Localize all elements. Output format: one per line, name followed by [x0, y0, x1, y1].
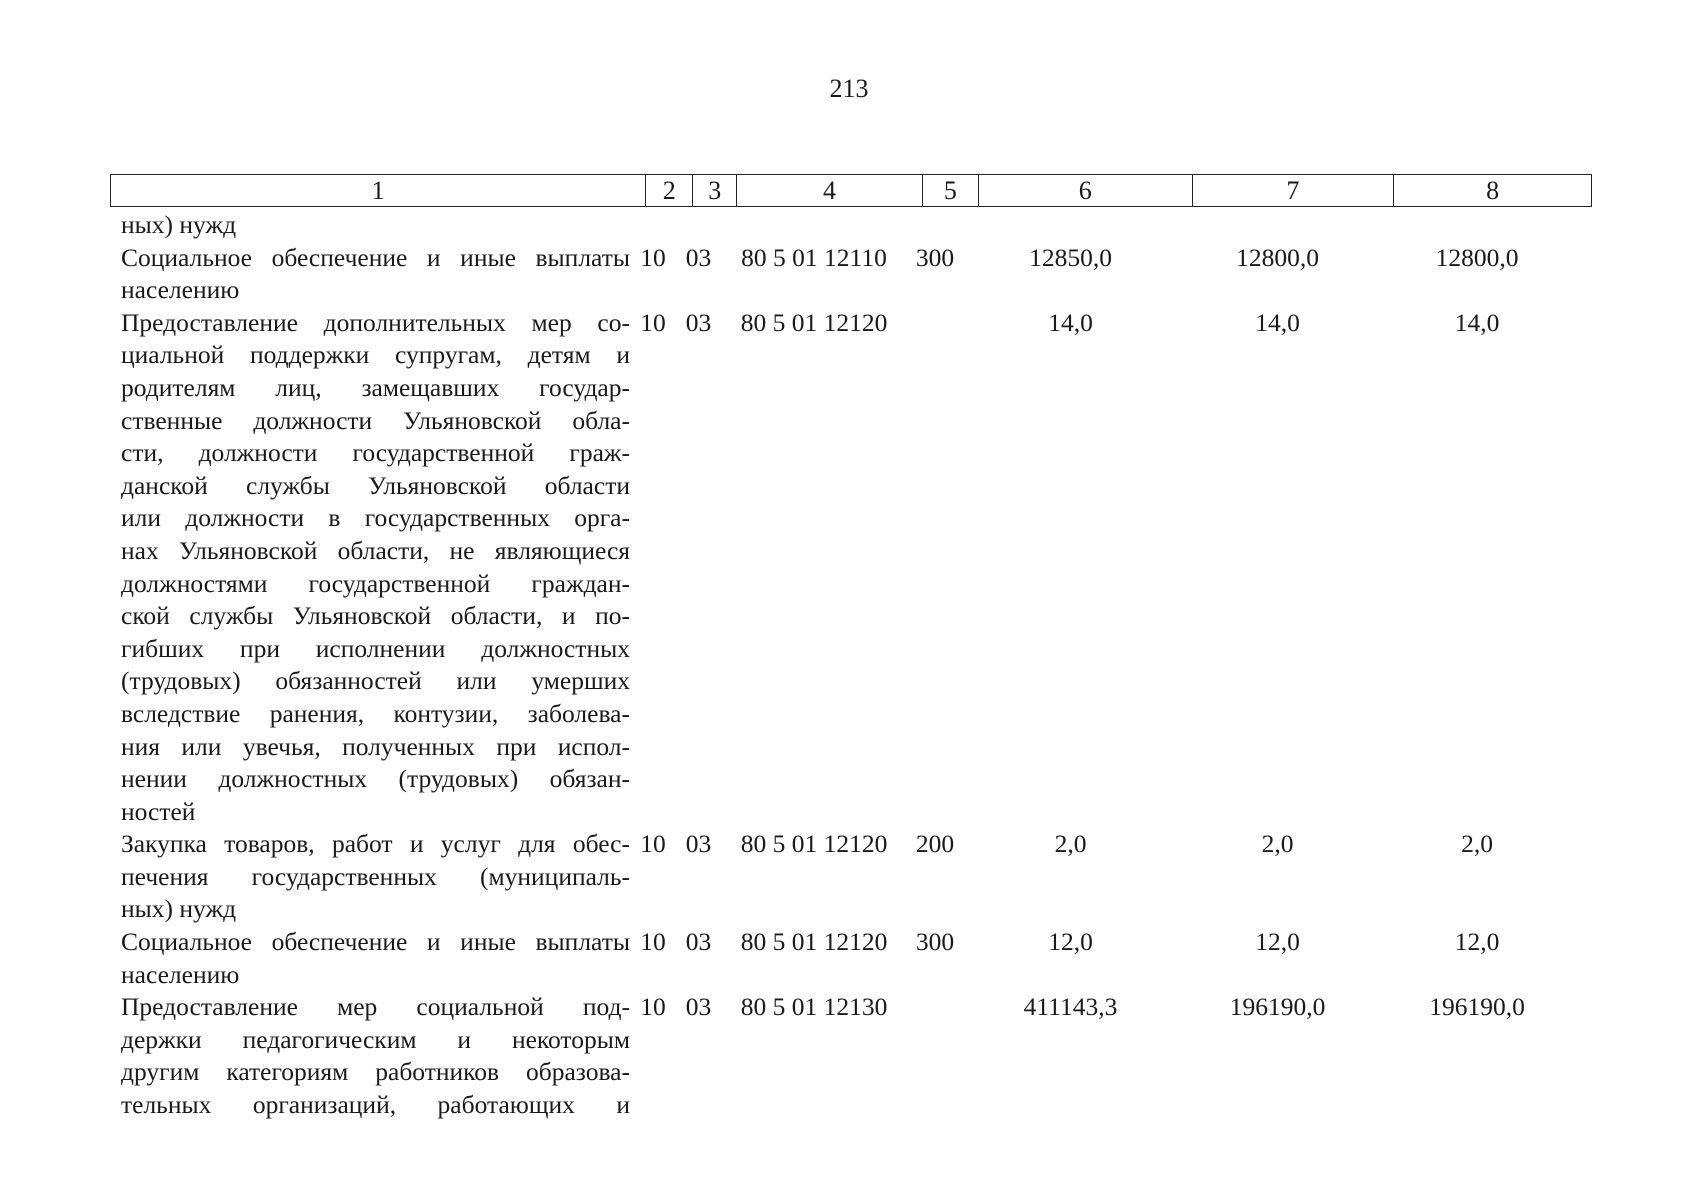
amount-year3-cell: [1377, 209, 1577, 242]
description-line: Социальное обеспечение и иные выплаты: [121, 927, 630, 957]
amount-year3-cell: 12800,0: [1435, 242, 1519, 272]
description-line: родителям лиц, замещавших государ-: [121, 372, 630, 402]
description-line: Предоставление мер социальной под-: [121, 992, 630, 1022]
header-cell-8: 8: [1393, 175, 1591, 206]
expense-type-cell: [907, 209, 963, 242]
expense-type-cell: 300: [915, 927, 955, 957]
amount-year3-cell: 12,0: [1454, 927, 1500, 957]
section-cell: 10: [640, 992, 666, 1022]
target-article-cell: 80 5 01 12110: [741, 242, 887, 272]
header-cell-2: 2: [645, 175, 692, 206]
amount-year2-cell: 12800,0: [1236, 242, 1319, 272]
description-line: ных) нужд: [121, 210, 237, 239]
description-line: печения государственных (муниципаль-: [121, 861, 630, 891]
description-line: другим категориям работников образова-: [121, 1057, 630, 1087]
expense-type-cell: 200: [915, 829, 955, 859]
target-article-cell: 80 5 01 12120: [740, 829, 888, 859]
amount-year2-cell: [1178, 209, 1377, 242]
amount-year2-cell: 196190,0: [1229, 992, 1326, 1022]
description-cell: [110, 307, 630, 829]
description-line: ской службы Ульяновской области, и по-: [121, 601, 630, 631]
description-line: Социальное обеспечение и иные выплаты: [121, 242, 630, 272]
amount-year3-cell: 2,0: [1461, 829, 1493, 859]
description-line: держки педагогическим и некоторым: [121, 1024, 630, 1054]
table-row: [110, 307, 1592, 829]
amount-year2-cell: 14,0: [1255, 307, 1300, 337]
description-line: данской службы Ульяновской области: [121, 470, 630, 500]
description-line: нении должностных (трудовых) обязан-: [121, 764, 630, 794]
amount-year1-cell: 14,0: [1048, 307, 1093, 337]
amount-year1-cell: 12850,0: [1029, 242, 1112, 272]
amount-year2-cell: 12,0: [1255, 927, 1300, 957]
amount-year1-cell: [963, 209, 1178, 242]
expense-type-cell: 300: [915, 242, 955, 272]
description-line: тельных организаций, работающих и: [121, 1090, 630, 1120]
subsection-cell: 03: [685, 242, 712, 272]
description-line: Предоставление дополнительных мер со-: [121, 307, 630, 337]
amount-year2-cell: 2,0: [1261, 829, 1294, 859]
description-line: нах Ульяновской области, не являющиеся: [121, 535, 630, 565]
header-cell-6: 6: [978, 175, 1192, 206]
target-article-cell: 80 5 01 12120: [740, 307, 888, 337]
header-cell-1: 1: [371, 176, 385, 205]
description-line: циальной поддержки супругам, детям и: [121, 340, 630, 370]
header-cell-3: 3: [692, 175, 736, 206]
amount-year1-cell: 2,0: [1054, 829, 1087, 859]
description-line: населению: [121, 959, 240, 989]
table-row: [110, 991, 1592, 1121]
subsection-cell: [676, 209, 721, 242]
table-row: [110, 828, 1592, 926]
target-article-cell: 80 5 01 12130: [740, 992, 888, 1022]
table-row: [110, 926, 1592, 991]
target-article-cell: [721, 209, 907, 242]
description-cell: [110, 209, 630, 242]
section-cell: [630, 209, 676, 242]
description-line: гибших при исполнении должностных: [121, 633, 630, 663]
description-line: населению: [121, 275, 240, 305]
description-cell: [110, 991, 630, 1121]
amount-year1-cell: 411143,3: [1023, 992, 1118, 1022]
amount-year3-cell: 196190,0: [1429, 992, 1525, 1022]
section-cell: 10: [640, 927, 666, 957]
amount-year1-cell: 12,0: [1048, 927, 1093, 957]
subsection-cell: 03: [685, 992, 712, 1022]
description-cell: [110, 926, 630, 991]
table-header-row: [110, 174, 1592, 207]
description-line: сти, должности государственной граж-: [121, 438, 630, 468]
description-line: должностями государственной граждан-: [121, 568, 630, 598]
page-number: 213: [829, 74, 869, 103]
description-line: вследствие ранения, контузии, заболева-: [121, 698, 630, 728]
header-cell-5: 5: [922, 175, 978, 206]
description-line: или должности в государственных орга-: [121, 503, 630, 533]
section-cell: 10: [640, 242, 666, 272]
section-cell: 10: [640, 829, 666, 859]
description-cell: [110, 828, 630, 926]
description-line: ственные должности Ульяновской обла-: [121, 405, 630, 435]
subsection-cell: 03: [685, 927, 712, 957]
description-line: ных) нужд: [121, 894, 237, 924]
section-cell: 10: [640, 307, 666, 337]
table-row: [110, 209, 1592, 242]
description-line: Закупка товаров, работ и услуг для обес-: [121, 829, 630, 859]
expense-type-cell: [907, 991, 963, 1121]
description-cell: [110, 242, 630, 307]
header-cell-7: 7: [1192, 175, 1394, 206]
target-article-cell: 80 5 01 12120: [740, 927, 888, 957]
amount-year3-cell: 14,0: [1454, 307, 1500, 337]
expense-type-cell: [907, 307, 963, 829]
description-line: ния или увечья, полученных при испол-: [121, 731, 630, 761]
table-body: [110, 209, 1592, 1122]
table-row: [110, 242, 1592, 307]
subsection-cell: 03: [685, 829, 712, 859]
header-cell-4: 4: [736, 175, 922, 206]
subsection-cell: 03: [685, 307, 712, 337]
description-line: (трудовых) обязанностей или умерших: [121, 666, 630, 696]
description-line: ностей: [121, 796, 196, 826]
